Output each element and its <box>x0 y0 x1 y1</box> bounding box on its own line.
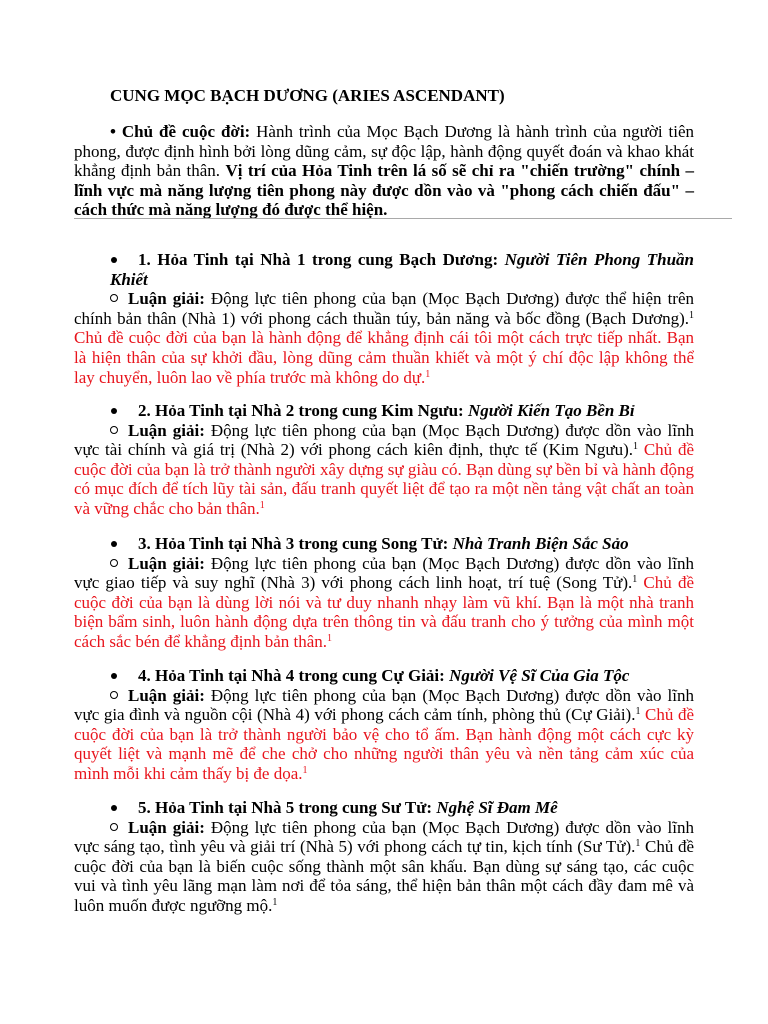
heading-italic: Người Tiên Phong Thuần Khiết <box>110 250 694 289</box>
section-body <box>74 686 694 784</box>
footnote-ref: 1 <box>635 706 641 718</box>
footnote-ref: 1 <box>425 368 431 380</box>
intro-paragraph <box>74 122 694 220</box>
bullet-dot-icon <box>111 541 117 547</box>
section-heading <box>74 534 694 554</box>
hollow-bullet-icon <box>110 294 118 302</box>
footnote-ref: 1 <box>259 499 265 511</box>
hollow-bullet-icon <box>110 823 118 831</box>
footnote-ref: 1 <box>633 441 639 453</box>
bullet-dot-icon <box>111 408 117 414</box>
body-text: Động lực tiên phong của bạn (Mọc Bạch Dương) được dồn vào lĩnh vực giao tiếp và suy nghĩ (Nhà 3) với phong cách linh hoạt, trí tuệ (Song Tử). <box>74 553 694 593</box>
body-label: Luận giải: <box>128 553 205 573</box>
section-3 <box>74 534 694 652</box>
intro-bold-text: Vị trí của Hỏa Tinh trên lá số sẽ chỉ ra "chiến trường" chính – lĩnh vực mà năng lượng tiên phong này được dồn vào và "phong cách chiến đấu" – cách thức mà năng lượng đó được thể hiện. <box>74 161 694 220</box>
heading-text: 5. Hỏa Tinh tại Nhà 5 trong cung Sư Tử: <box>138 798 437 817</box>
bullet-dot-icon <box>111 673 117 679</box>
heading-text: 4. Hỏa Tinh tại Nhà 4 trong cung Cự Giải: <box>138 666 450 685</box>
heading-italic: Người Vệ Sĩ Của Gia Tộc <box>449 666 630 685</box>
section-5 <box>74 798 694 916</box>
body-label: Luận giải: <box>128 289 205 309</box>
body-text-continued: Chủ đề cuộc đời của bạn là biến cuộc sống thành một sân khấu. Bạn dùng sự sáng tạo, các cuộc vui và tình yêu lãng mạn làm nơi để tỏa sáng, thể hiện bản thân một cách đầy đam mê và luôn muốn được ngưỡng mộ. <box>74 837 694 915</box>
intro-label: Chủ đề cuộc đời: <box>121 122 251 141</box>
body-text: Động lực tiên phong của bạn (Mọc Bạch Dương) được dồn vào lĩnh vực sáng tạo, tình yêu và giải trí (Nhà 5) với phong cách tự tin, kịch tính (Sư Tử). <box>74 817 694 857</box>
footnote-ref: 1 <box>635 838 641 850</box>
hollow-bullet-icon <box>110 426 118 434</box>
body-text: Động lực tiên phong của bạn (Mọc Bạch Dương) được dồn vào lĩnh vực gia đình và nguồn cội (Nhà 4) với phong cách cảm tính, phòng thủ (Cự Giải). <box>74 685 694 725</box>
section-heading <box>74 666 694 686</box>
footnote-ref: 1 <box>632 574 638 586</box>
section-heading <box>74 798 694 818</box>
body-red-text: Chủ đề cuộc đời của bạn là hành động để khẳng định cái tôi một cách trực tiếp nhất. Bạn là hiện thân của sự khởi đầu, lòng dũng cảm thuần khiết và một ý chí độc lập không thể lay chuyển, luôn lao về phía trước mà không do dự. <box>74 328 694 387</box>
horizontal-rule <box>74 218 732 219</box>
section-body <box>74 289 694 387</box>
section-2 <box>74 401 694 519</box>
hollow-bullet-icon <box>110 559 118 567</box>
body-text: Động lực tiên phong của bạn (Mọc Bạch Dương) được thể hiện trên chính bản thân (Nhà 1) với phong cách thuần túy, bản năng và bốc đồng (Bạch Dương). <box>74 289 695 328</box>
body-red-text: Chủ đề cuộc đời của bạn là trở thành người bảo vệ cho tổ ấm. Bạn hành động một cách cực kỳ quyết liệt và mạnh mẽ để che chở cho những người thân yêu và nền tảng cảm xúc của mình mỗi khi cảm thấy bị đe dọa. <box>74 705 694 783</box>
heading-text: 1. Hỏa Tinh tại Nhà 1 trong cung Bạch Dương: <box>138 250 505 269</box>
intro-text: Hành trình của Mọc Bạch Dương là hành trình của người tiên phong, được định hình bởi lòng dũng cảm, sự độc lập, hành động quyết đoán và khao khát khẳng định bản thân. <box>74 122 695 181</box>
heading-text: 2. Hỏa Tinh tại Nhà 2 trong cung Kim Ngưu: <box>138 401 468 420</box>
bullet-dot-icon <box>111 257 117 263</box>
intro-bullet: • <box>110 122 116 141</box>
section-4 <box>74 666 694 784</box>
footnote-ref: 1 <box>327 632 333 644</box>
heading-italic: Nhà Tranh Biện Sắc Sảo <box>452 534 629 553</box>
heading-italic: Nghệ Sĩ Đam Mê <box>436 798 558 817</box>
body-label: Luận giải: <box>128 420 205 440</box>
heading-italic: Người Kiến Tạo Bền Bỉ <box>467 401 635 420</box>
footnote-ref: 1 <box>272 896 278 908</box>
section-heading <box>74 401 694 421</box>
section-heading <box>74 250 694 289</box>
section-body <box>74 554 694 652</box>
heading-text: 3. Hỏa Tinh tại Nhà 3 trong cung Song Tử: <box>138 534 453 553</box>
body-text: Động lực tiên phong của bạn (Mọc Bạch Dương) được dồn vào lĩnh vực tài chính và giá trị (Nhà 2) với phong cách kiên định, thực tế (Kim Ngưu). <box>74 420 694 460</box>
section-body <box>74 421 694 519</box>
bullet-dot-icon <box>111 805 117 811</box>
section-1 <box>74 250 694 387</box>
hollow-bullet-icon <box>110 691 118 699</box>
body-label: Luận giải: <box>128 685 205 705</box>
footnote-ref: 1 <box>689 309 694 321</box>
body-label: Luận giải: <box>128 817 205 837</box>
body-red-text: Chủ đề cuộc đời của bạn là dùng lời nói và tư duy nhanh nhạy làm vũ khí. Bạn là một nhà tranh biện bẩm sinh, luôn hành động dựa trên thông tin và đấu tranh cho ý tưởng của mình một cách sắc bén để khẳng định bản thân. <box>74 573 694 651</box>
footnote-ref: 1 <box>302 764 308 776</box>
document-title: CUNG MỌC BẠCH DƯƠNG (ARIES ASCENDANT) <box>110 86 505 105</box>
section-body <box>74 818 694 916</box>
body-red-text: Chủ đề cuộc đời của bạn là trở thành người xây dựng sự giàu có. Bạn dùng sự bền bỉ và hành động có mục đích để tích lũy tài sản, đấu tranh quyết liệt để tạo ra một nền tảng vật chất an toàn và vững chắc cho bản thân. <box>74 440 694 518</box>
